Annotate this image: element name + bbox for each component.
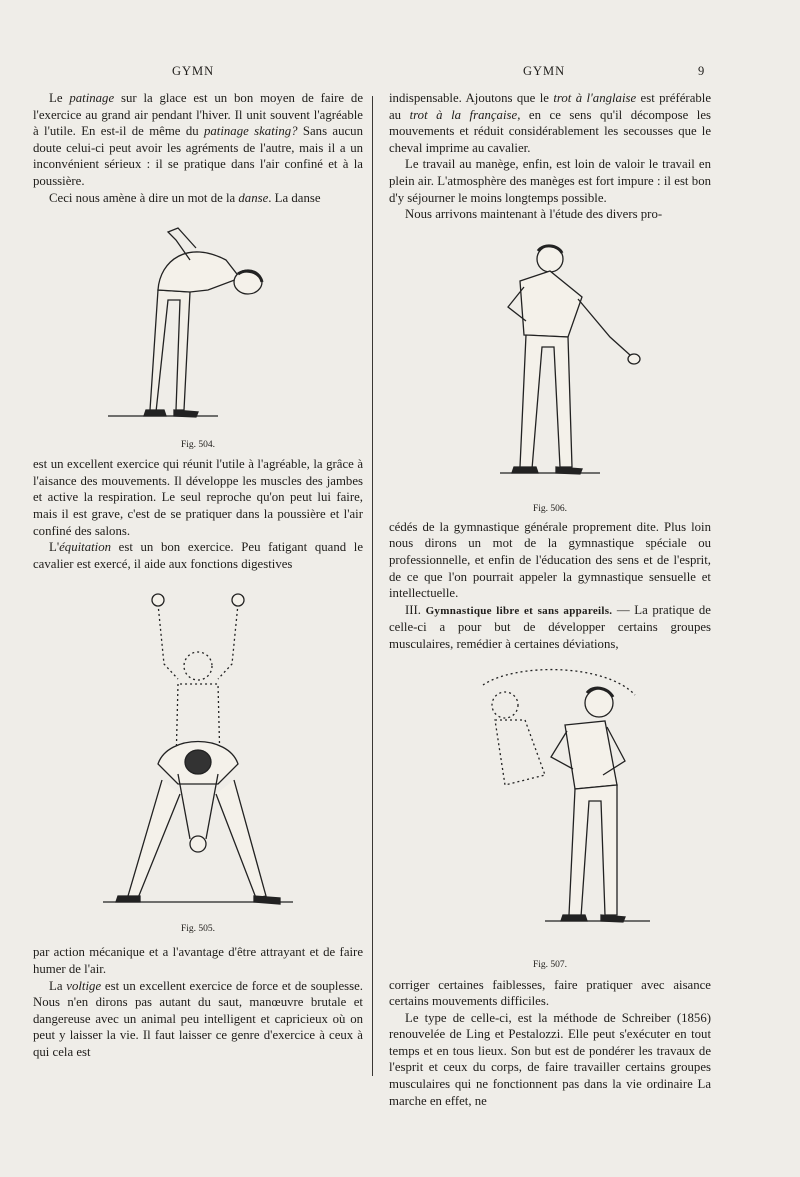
bowing-man-illustration: [98, 220, 298, 435]
paragraph: corriger certaines faiblesses, faire pratiquer avec aisance certains mouvements difficiles.: [389, 977, 711, 1009]
paragraph: par action mécanique et a l'avantage d'être attrayant et de faire humer de l'air.: [33, 945, 363, 976]
paragraph: cédés de la gymnastique générale proprement dite. Plus loin nous dirons un mot de la gymnastique spéciale ou professionnelle, et enfin de l'éducation des sens et de l'esprit, de ce que l'on pourrait appeler la gymnastique sensuelle et intellectuelle.: [389, 519, 711, 601]
figure-507: [389, 665, 711, 977]
paragraph: indispensable. Ajoutons que le trot à l'anglaise est préférable au trot à la française, en ce sens qu'il décompose les mouvements et réduit considérablement les secousses que le cheval imprime au cavalier.: [389, 91, 712, 155]
side-bending-man-illustration: [450, 237, 650, 499]
paragraph: est un excellent exercice qui réunit l'utile à l'agréable, la grâce à l'aisance des mouvements. Il développe les muscles des jambes et active la respiration. Le seul reproche qu'on peut lui faire, mais il est grave, c'est de se pratiquer dans la poussière et l'air confiné des salons.: [33, 457, 363, 538]
paragraph: Le patinage sur la glace est un bon moyen de faire de l'exercice au grand air pendant l'hiver. Il unit souvent l'agréable à l'utile. En est-il de même du patinage skating? Sans aucun doute celui-ci peut avoir les agréments de l'autre, mais il a un inconvénient sérieux : il se pratique dans l'air confiné et à la poussière.: [33, 91, 363, 188]
right-column: [389, 90, 711, 1109]
figure-caption: Fig. 505.: [180, 924, 216, 935]
column-rule: [372, 96, 373, 1076]
left-column: [33, 90, 363, 1060]
paragraph: Ceci nous amène à dire un mot de la danse. La danse: [49, 190, 321, 205]
paragraph: L'équitation est un bon exercice. Peu fatigant quand le cavalier est exercé, il aide aux fonctions digestives: [33, 540, 363, 571]
stretching-man-illustration: [98, 584, 298, 919]
paragraph: Le type de celle-ci, est la méthode de Schreiber (1856) renouvelée de Ling et Pestalozzi. Elle peut s'exécuter en tout temps et en tous lieux. Son but est de pondérer les travaux de l'esprit et ceux du corps, de faire travailler certains groupes musculaires qui ne fonctionnent pas dans la vie ordinaire La marche en effet, ne: [389, 1010, 711, 1108]
figure-caption: Fig. 507.: [532, 959, 568, 970]
running-head-left: GYMN: [172, 64, 215, 78]
page-number: 9: [698, 64, 706, 78]
figure-caption: Fig. 506.: [532, 503, 568, 514]
section-heading: Gymnastique libre et sans appareils.: [425, 604, 613, 617]
running-head-right: GYMN: [523, 64, 566, 78]
figure-caption: Fig. 504.: [180, 440, 216, 451]
paragraph: La voltige est un excellent exercice de force et de souplesse. Nous n'en dirons pas autant du saut, manœuvre brutale et dangereuse avec un animal peu intelligent et capricieux où on peut y laisser la vie. Il faut laisser ce genre d'exercice à ceux à qui cela est: [33, 978, 363, 1059]
figure-504: [33, 220, 363, 456]
torso-bending-man-illustration: [435, 665, 665, 955]
figure-505: [33, 584, 363, 944]
paragraph: Le travail au manège, enfin, est loin de valoir le travail en plein air. L'atmosphère des manèges est fort impure : il est bon d'y séjourner le moins longtemps possible.: [389, 157, 711, 205]
section-paragraph: III. Gymnastique libre et sans appareils. — La pratique de celle-ci a pour but de développer certains groupes musculaires, remédier à certaines déviations,: [389, 602, 711, 651]
figure-506: [389, 237, 711, 519]
paragraph: Nous arrivons maintenant à l'étude des divers pro-: [405, 207, 663, 222]
